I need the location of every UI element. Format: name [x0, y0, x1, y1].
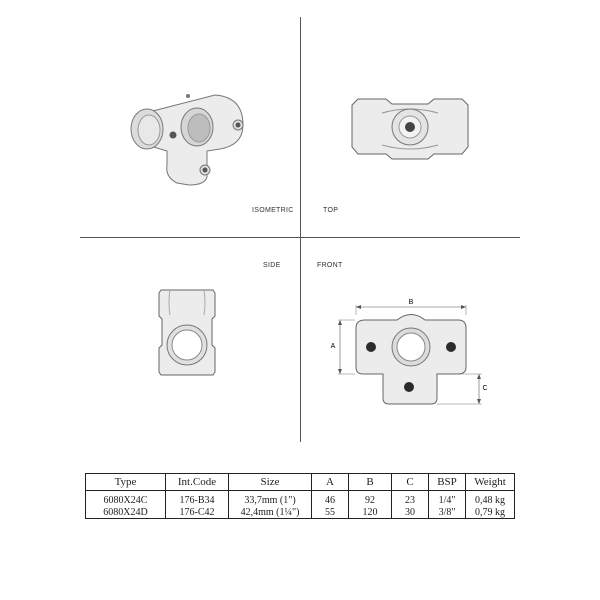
cell-c: 30 [392, 506, 429, 519]
cell-bsp: 3/8" [429, 506, 466, 519]
isometric-view-label: ISOMETRIC [252, 207, 294, 214]
table-header-row [86, 474, 515, 491]
cell-a: 55 [312, 506, 349, 519]
cell-bsp: 1/4" [429, 491, 466, 507]
dimension-b-label: B [408, 299, 414, 306]
header-weight: Weight [466, 474, 515, 491]
horizontal-divider [80, 237, 520, 238]
header-c: C [392, 474, 429, 491]
side-view-drawing [158, 289, 218, 377]
cell-type: 6080X24D [86, 506, 166, 519]
header-b: B [349, 474, 392, 491]
cell-b: 120 [349, 506, 392, 519]
front-view-drawing [325, 295, 495, 410]
header-int-code: Int.Code [166, 474, 229, 491]
dimension-a-label: A [330, 343, 336, 350]
top-view-drawing [348, 97, 473, 162]
cell-weight: 0,79 kg [466, 506, 515, 519]
cell-b: 92 [349, 491, 392, 507]
header-size: Size [229, 474, 312, 491]
cell-type: 6080X24C [86, 491, 166, 507]
cell-int-code: 176-B34 [166, 491, 229, 507]
vertical-divider [300, 17, 301, 442]
cell-weight: 0,48 kg [466, 491, 515, 507]
cell-c: 23 [392, 491, 429, 507]
front-view-label: FRONT [317, 262, 343, 269]
top-view-label: TOP [323, 207, 339, 214]
header-a: A [312, 474, 349, 491]
header-type: Type [86, 474, 166, 491]
cell-a: 46 [312, 491, 349, 507]
cell-int-code: 176-C42 [166, 506, 229, 519]
side-view-label: SIDE [263, 262, 281, 269]
header-bsp: BSP [429, 474, 466, 491]
dimension-c-label: C [482, 385, 488, 392]
specification-table [85, 473, 515, 519]
cell-size: 42,4mm (1¼") [229, 506, 312, 519]
table-row [86, 491, 515, 507]
isometric-view-drawing [125, 85, 255, 195]
table-row [86, 506, 515, 519]
cell-size: 33,7mm (1") [229, 491, 312, 507]
